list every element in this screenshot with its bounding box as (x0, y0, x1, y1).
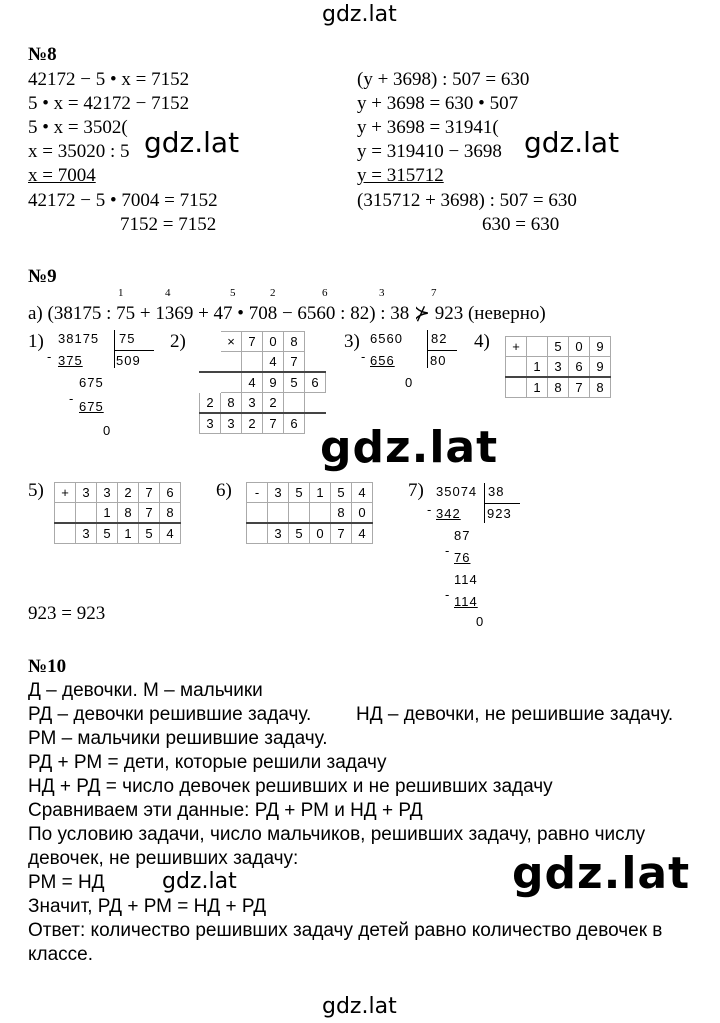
div7-dividend: 35074 (436, 484, 478, 499)
line-10: РМ = НД (28, 872, 105, 893)
eq-right-2: y + 3698 = 630 • 507 (357, 93, 519, 114)
eq-left-4: x = 35020 : 5 (28, 141, 130, 162)
watermark-5: gdz.lat (508, 848, 694, 899)
div7-step-1: 342 (436, 506, 461, 521)
line-5: РД + РМ = дети, которые решили задачу (28, 752, 387, 773)
div1-step-2: 675 (79, 375, 104, 390)
watermark-3: gdz.lat (316, 422, 502, 473)
label-2: 2) (170, 331, 186, 352)
label-7: 7) (408, 480, 424, 501)
add5-grid: + 3 3 2 7 6 1 8 7 8 3 5 1 5 4 (54, 482, 181, 544)
order-6: 3 (379, 287, 385, 299)
eq-left-5: x = 7004 (28, 165, 96, 186)
line-13: классе. (28, 944, 94, 965)
sub6-grid: - 3 5 1 5 4 8 0 3 5 0 7 4 (246, 482, 373, 544)
div7-divisor: 38 (488, 484, 505, 499)
task-9-title: №9 (28, 266, 57, 287)
div1-divisor: 75 (119, 331, 136, 346)
order-4: 2 (270, 287, 276, 299)
div3-dividend: 6560 (370, 331, 403, 346)
label-6: 6) (216, 480, 232, 501)
div1-quotient: 509 (116, 353, 141, 368)
eq-left-7: 7152 = 7152 (120, 214, 217, 235)
div3-step-2: 0 (405, 375, 414, 390)
div7-step-4: 114 (454, 572, 478, 587)
order-7: 7 (431, 287, 437, 299)
task-10-title: №10 (28, 656, 67, 677)
eq-right-5: y = 315712 (357, 165, 444, 186)
div7-step-3: 76 (454, 550, 471, 565)
expression: а) (38175 : 75 + 1369 + 47 • 708 − 6560 : 82) : 38 ⊁ 923 (неверно) (28, 303, 546, 324)
div7-step-5: 114 (454, 594, 478, 609)
eq-right-6: (315712 + 3698) : 507 = 630 (357, 190, 577, 211)
order-3: 5 (230, 287, 236, 299)
eq-right-1: (y + 3698) : 507 = 630 (357, 69, 530, 90)
eq-right-4: y = 319410 − 3698 (357, 141, 502, 162)
eq-left-3: 5 • x = 3502( (28, 117, 128, 138)
watermark-1: gdz.lat (144, 126, 240, 159)
div3-divisor: 82 (431, 331, 448, 346)
line-7: Сравниваем эти данные: РД + РМ и НД + РД (28, 800, 423, 821)
add4-grid: + 5 0 9 1 3 6 9 1 8 7 8 (505, 336, 611, 398)
div1-step-1: 375 (58, 353, 83, 368)
div7-step-6: 0 (476, 614, 485, 629)
line-4: РМ – мальчики решившие задачу. (28, 728, 328, 749)
div3-quotient: 80 (430, 353, 447, 368)
eq-left-1: 42172 − 5 • x = 7152 (28, 69, 190, 90)
label-4: 4) (474, 331, 490, 352)
eq-right-7: 630 = 630 (482, 214, 560, 235)
line-8: По условию задачи, число мальчиков, решивших задачу, равно числу (28, 824, 646, 845)
label-3: 3) (344, 331, 360, 352)
label-5: 5) (28, 480, 44, 501)
div1-step-4: 0 (103, 423, 112, 438)
order-1: 1 (118, 287, 124, 299)
div7-step-2: 87 (454, 528, 471, 543)
div1-step-3: 675 (79, 399, 104, 414)
div3-step-1: 656 (370, 353, 395, 368)
eq-left-6: 42172 − 5 • 7004 = 7152 (28, 190, 218, 211)
eq-left-2: 5 • x = 42172 − 7152 (28, 93, 190, 114)
line-1: Д – девочки. М – мальчики (28, 680, 263, 701)
line-9: девочек, не решивших задачу: (28, 848, 299, 869)
line-11: Значит, РД + РМ = НД + РД (28, 896, 267, 917)
line-2: РД – девочки решившие задачу. (28, 704, 312, 725)
task-8-title: №8 (28, 44, 57, 65)
watermark-footer: gdz.lat (322, 994, 397, 1019)
div1-dividend: 38175 (58, 331, 100, 346)
mul2-grid: × 7 0 8 4 7 4 9 5 6 2 8 3 2 3 3 2 7 6 (199, 331, 326, 434)
label-1: 1) (28, 331, 44, 352)
result: 923 = 923 (28, 603, 106, 624)
watermark-header: gdz.lat (322, 2, 397, 27)
watermark-2: gdz.lat (524, 126, 620, 159)
order-2: 4 (165, 287, 171, 299)
line-12: Ответ: количество решивших задачу детей равно количество девочек в (28, 920, 663, 941)
order-5: 6 (322, 287, 328, 299)
watermark-4: gdz.lat (162, 869, 237, 894)
line-3: НД – девочки, не решившие задачу. (356, 704, 674, 725)
line-6: НД + РД = число девочек решивших и не решивших задачу (28, 776, 553, 797)
div7-quotient: 923 (487, 506, 512, 521)
eq-right-3: y + 3698 = 31941( (357, 117, 499, 138)
